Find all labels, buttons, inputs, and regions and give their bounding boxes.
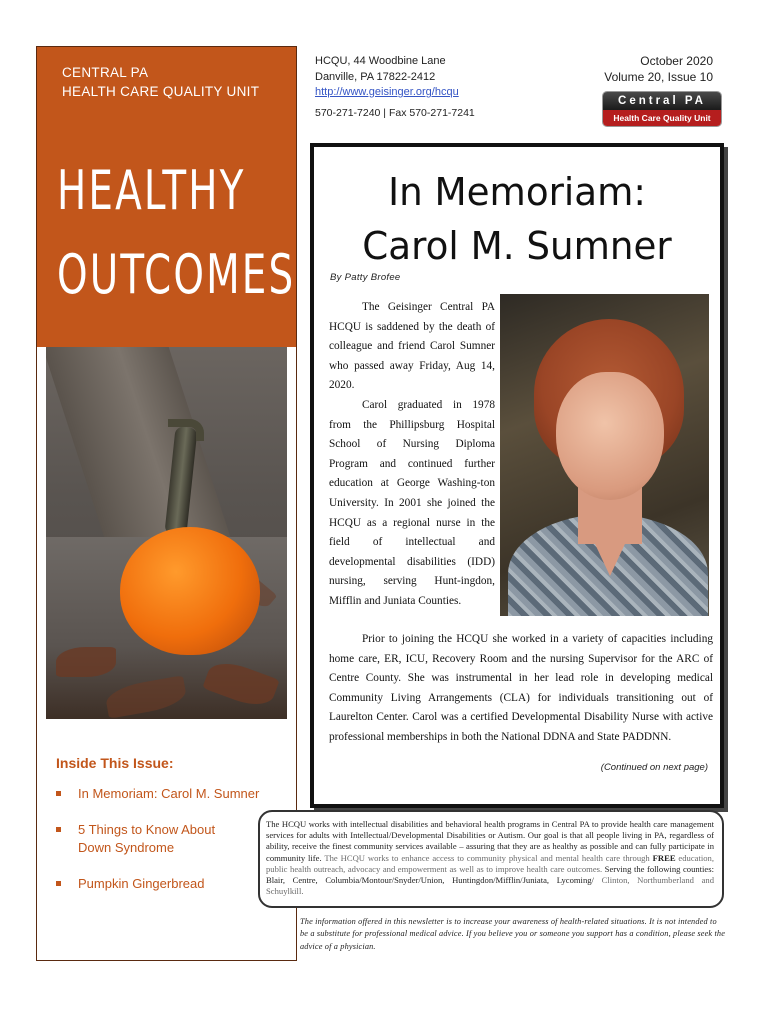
hcqu-logo: Central PA Health Care Quality Unit — [603, 92, 721, 126]
article-paragraph: Prior to joining the HCQU she worked in a variety of capacities including home care, ER, ICU, Recovery Room and the nursing Supervisor for the ARC of Centre County. She was instrumental in her lead role in developing medical Community Living Arrangements (CLA) for individuals transitioning out of Laurelton Center. Carol was a certified Developmental Disability Nurse with active professional memberships in both the National DDNA and State PADDNN. — [329, 633, 713, 743]
unit-line-1: CENTRAL PA — [62, 65, 149, 80]
article-body-top — [329, 298, 495, 612]
article-box — [310, 143, 724, 808]
article-title-line-1: In Memoriam: — [388, 170, 646, 214]
toc-item[interactable]: 5 Things to Know About Down Syndrome — [56, 821, 286, 857]
bullet-icon — [56, 881, 61, 886]
article-body-bottom — [329, 630, 713, 748]
unit-line-2: HEALTH CARE QUALITY UNIT — [62, 84, 260, 99]
mission-statement: The HCQU works with intellectual disabilities and behavioral health programs in Central PA to provide health care management services for adults with Intellectual/Developmental Disabilities or Autism. Our goal is that all people living in PA, regardless of ability, receive the finest community services available – assuring that they are as healthy as possible and can fully participate in community life. The HCQU works to enhance access to community physical and mental health care through FREE education, public health outreach, advocacy and empowerment as well as to improve health care outcomes. Serving the following counties: Blair, Centre, Columbia/Montour/Snyder/Union, Huntingdon/Mifflin/Juniata, Lycoming/ Clinton, Northumberland and Schuylkill. — [258, 810, 724, 908]
inside-this-issue-heading: Inside This Issue: — [56, 755, 174, 771]
article-paragraph: Carol graduated in 1978 from the Phillipsburg Hospital School of Nursing Diploma Program and continued further education at George Washing-ton University. In 2001 she joined the HCQU as a regional nurse in the field of intellectual and developmental disabilities (IDD) nursing, serving Hunt-ingdon, Mifflin and Juniata Counties. — [329, 398, 495, 607]
bullet-icon — [56, 791, 61, 796]
continued-note[interactable]: (Continued on next page) — [600, 762, 708, 773]
bullet-icon — [56, 827, 61, 832]
carol-sumner-portrait — [500, 294, 709, 616]
toc-item[interactable]: In Memoriam: Carol M. Sumner — [56, 785, 286, 803]
masthead-title-line-1: HEALTHY — [57, 159, 246, 222]
masthead-panel — [37, 47, 296, 347]
article-paragraph: The Geisinger Central PA HCQU is saddened by the death of colleague and friend Carol Sumner who passed away Friday, Aug 14, 2020. — [329, 301, 495, 392]
article-title-line-2: Carol M. Sumner — [362, 224, 672, 268]
byline: By Patty Brofee — [330, 272, 401, 283]
issue-date: October 2020 — [640, 54, 713, 68]
website-link[interactable]: http://www.geisinger.org/hcqu — [315, 86, 459, 98]
issue-info — [604, 54, 713, 85]
phone-fax: 570-271-7240 | Fax 570-271-7241 — [315, 107, 475, 119]
table-of-contents — [56, 785, 286, 911]
contact-address: HCQU, 44 Woodbine Lane Danville, PA 17822-2412 http://www.geisinger.org/hcqu — [315, 55, 459, 98]
toc-item[interactable]: Pumpkin Gingerbread — [56, 875, 286, 893]
unit-name — [62, 63, 259, 101]
masthead-title-line-2: OUTCOMES — [57, 243, 296, 306]
issue-volume: Volume 20, Issue 10 — [604, 69, 713, 84]
disclaimer: The information offered in this newsletter is to increase your awareness of health-related situations. It is not intended to be a substitute for professional medical advice. If you believe you or someone you support has a condition, please seek the advice of a physician. — [300, 917, 726, 951]
pumpkin-photo — [46, 347, 287, 719]
